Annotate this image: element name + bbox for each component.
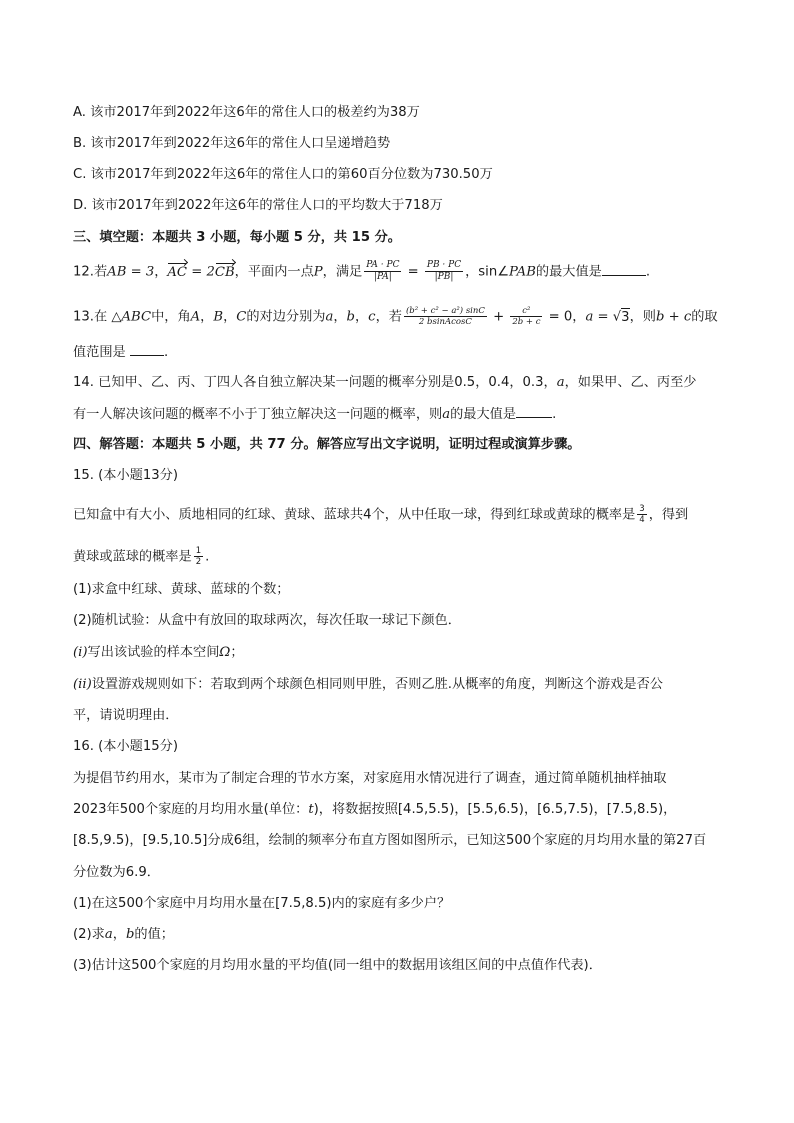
q12-fraction-2 xyxy=(425,260,463,283)
q12-text: ，sin∠ xyxy=(465,264,510,280)
q16-text: 的值； xyxy=(134,927,174,942)
q13-text: 的对边分别为 xyxy=(246,309,326,325)
question-12 xyxy=(73,260,650,283)
option-a: A. 该市2017年到2022年这6年的常住人口的极差约为38万 xyxy=(73,105,420,120)
question-14 xyxy=(73,374,696,392)
q12-frac2-num: PB · PC xyxy=(426,260,462,270)
q12-text: 的最大值是 xyxy=(535,264,602,280)
question-15-heading: 15. (本小题13分) xyxy=(73,468,178,483)
question-14-line-2 xyxy=(73,405,556,424)
q12-ab: AB = 3 xyxy=(107,264,155,280)
q16-text: (2)求 xyxy=(73,927,105,942)
q16-part-2 xyxy=(73,926,174,944)
q15-text: ； xyxy=(230,645,244,660)
section-heading-answer: 四、解答题：本题共 5 小题，共 77 分。解答应写出文字说明，证明过程或演算步骤。 xyxy=(73,437,581,452)
q15-frac2-num: 1 xyxy=(195,546,202,556)
q13-plus: + xyxy=(488,309,509,325)
q12-angle: PAB xyxy=(509,264,536,280)
q15-period: . xyxy=(205,549,210,565)
q15-text: 设置游戏规则如下：若取到两个球颜色相同则甲胜，否则乙胜.从概率的角度，判断这个游戏是否公 xyxy=(91,677,663,692)
q15-frac1-num: 3 xyxy=(639,504,645,514)
question-16-line-3: [8.5,9.5)，[9.5,10.5]分成6组，绘制的频率分布直方图如图所示，已知这500个家庭的月均用水量的第27百 xyxy=(73,833,707,848)
q12-sep: ， xyxy=(154,264,168,280)
question-16-heading: 16. (本小题15分) xyxy=(73,739,178,754)
q13-angle-c: C xyxy=(236,309,247,325)
q12-frac1-den: |PA| xyxy=(364,271,401,283)
question-13-line-2 xyxy=(73,343,168,362)
option-c: C. 该市2017年到2022年这6年的常住人口的第60百分位数为730.50万 xyxy=(73,167,493,182)
q12-point: P xyxy=(313,264,323,280)
q15-part-2: (2)随机试验：从盒中有放回的取球两次，每次任取一球记下颜色． xyxy=(73,613,461,628)
q13-number: 13. xyxy=(73,309,94,325)
q15-fraction-1-2 xyxy=(194,546,203,567)
q12-text: 若 xyxy=(93,264,108,280)
q13-text: 值范围是 xyxy=(73,345,126,360)
q16-text: 2023年500个家庭的月均用水量(单位： xyxy=(73,802,309,817)
q15-text: 已知盒中有大小、质地相同的红球、黄球、蓝球共4个，从中任取一球，得到红球或黄球的概率是 xyxy=(73,507,636,523)
q15-part-2-i xyxy=(73,644,244,662)
q15-text: 写出该试验的样本空间 xyxy=(87,645,220,660)
q13-answer-blank[interactable] xyxy=(130,343,164,356)
q13-fraction-2 xyxy=(510,306,542,327)
q14-text: 的最大值是 xyxy=(450,407,517,422)
q15-frac2-den: 2 xyxy=(195,557,202,567)
q13-frac1-num: (b² + c² − a²) sinC xyxy=(405,306,485,316)
question-15-line-1 xyxy=(73,504,688,525)
sqrt-icon: √ xyxy=(612,309,622,325)
q15-roman-ii: (ii) xyxy=(73,677,92,692)
q16-variable-b: b xyxy=(125,927,135,942)
question-16-line-4: 分位数为6.9． xyxy=(73,865,160,880)
q14-text: 有一人解决该问题的概率不小于丁独立解决这一问题的概率，则 xyxy=(73,407,443,422)
option-d: D. 该市2017年到2022年这6年的常住人口的平均数大于718万 xyxy=(73,198,443,213)
q12-eq: = 2 xyxy=(187,264,215,280)
q16-sep: ， xyxy=(112,927,126,942)
q12-fraction-1 xyxy=(364,260,401,283)
question-16-line-2 xyxy=(73,801,676,819)
q13-a-equals: a = xyxy=(585,309,613,325)
q12-period: . xyxy=(645,264,651,280)
q13-fraction-1 xyxy=(404,306,487,327)
q12-vector-cb: CB xyxy=(214,264,235,280)
q13-frac2-num: c² xyxy=(522,306,531,316)
q15-text: ，得到 xyxy=(648,507,689,523)
q13-text: ，若 xyxy=(375,309,402,325)
q12-equals: = xyxy=(403,264,423,280)
q13-sep: ， xyxy=(354,309,369,325)
q14-variable-a: a xyxy=(556,375,565,390)
q14-period: . xyxy=(552,407,557,422)
q12-text: ，满足 xyxy=(322,264,363,280)
q13-text: 中，角 xyxy=(151,309,191,325)
q13-side-c: c xyxy=(368,309,376,325)
q13-equals-zero: = 0， xyxy=(544,309,586,325)
option-b: B. 该市2017年到2022年这6年的常住人口呈递增趋势 xyxy=(73,136,391,151)
q13-radicand: 3 xyxy=(621,309,630,325)
q15-part-2-ii xyxy=(73,676,663,694)
q13-sep: ， xyxy=(333,309,347,325)
question-16-line-1: 为提倡节约用水，某市为了制定合理的节水方案，对家庭用水情况进行了调查，通过简单随机抽样抽取 xyxy=(73,771,667,786)
q16-text: )，将数据按照[4.5,5.5)，[5.5,6.5)，[6.5,7.5)，[7.5,8.5)， xyxy=(313,802,677,817)
q15-omega: Ω xyxy=(219,645,231,660)
q14-variable-a: a xyxy=(442,407,451,422)
q14-text: 14. 已知甲、乙、丙、丁四人各自独立解决某一问题的概率分别是0.5，0.4，0.3， xyxy=(73,375,557,390)
q12-number: 12. xyxy=(73,264,94,280)
q15-frac1-den: 4 xyxy=(639,515,645,525)
question-15-line-2 xyxy=(73,546,209,567)
q13-frac1-den: 2 bsinAcosC xyxy=(404,316,487,327)
q13-frac2-den: 2b + c xyxy=(512,317,541,327)
q13-sep: ， xyxy=(200,309,214,325)
q12-answer-blank[interactable] xyxy=(602,263,646,276)
q16-part-3: (3)估计这500个家庭的月均用水量的平均值(同一组中的数据用该组区间的中点值作代表)． xyxy=(73,958,602,973)
q13-triangle: ABC xyxy=(121,309,152,325)
q15-part-1: (1)求盒中红球、黄球、蓝球的个数； xyxy=(73,582,290,597)
q13-angle-b: B xyxy=(213,309,224,325)
q12-frac2-den: |PB| xyxy=(425,271,463,283)
q13-side-a: a xyxy=(325,309,334,325)
q13-angle-a: A xyxy=(190,309,201,325)
q13-period: . xyxy=(163,345,169,360)
section-heading-fill-in: 三、填空题：本题共 3 小题，每小题 5 分，共 15 分。 xyxy=(73,230,401,245)
q12-frac1-num: PA · PC xyxy=(366,260,400,270)
q15-roman-i: (i) xyxy=(73,645,88,660)
question-13 xyxy=(73,306,718,327)
q15-part-2-ii-line-2: 平，请说明理由． xyxy=(73,708,179,723)
q12-vector-ac: AC xyxy=(167,264,188,280)
q16-unit: t xyxy=(308,802,314,817)
q12-text: ，平面内一点 xyxy=(234,264,314,280)
q15-fraction-3-4 xyxy=(637,504,646,525)
q16-variable-a: a xyxy=(104,927,113,942)
q13-text: 在 △ xyxy=(93,309,122,325)
q13-sep: ， xyxy=(223,309,237,325)
q13-text: 的取 xyxy=(691,309,718,325)
q13-side-b: b xyxy=(346,309,355,325)
q16-part-1: (1)在这500个家庭中月均用水量在[7.5,8.5)内的家庭有多少户？ xyxy=(73,896,451,911)
q13-b-plus-c: b + c xyxy=(655,309,692,325)
q14-text: ，如果甲、乙、丙至少 xyxy=(564,375,697,390)
q15-text: 黄球或蓝球的概率是 xyxy=(73,549,192,565)
q14-answer-blank[interactable] xyxy=(516,405,552,418)
q13-text: ，则 xyxy=(629,309,656,325)
